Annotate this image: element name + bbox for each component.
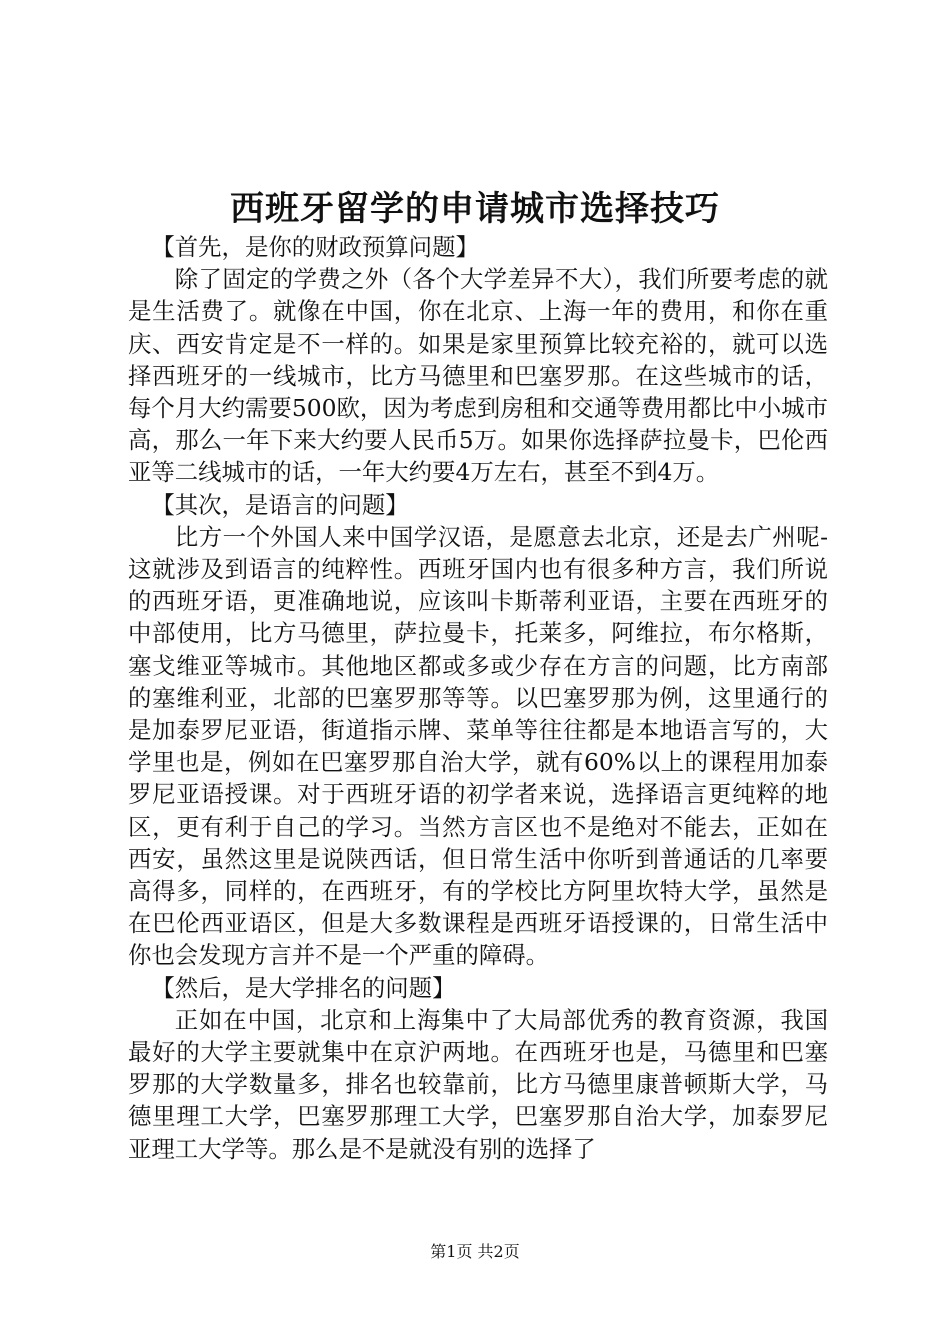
page-footer: 第1页 共2页 — [430, 1242, 520, 1261]
section-heading-budget: 【首先，是你的财政预算问题】 — [151, 233, 479, 261]
section-heading-ranking: 【然后，是大学排名的问题】 — [151, 973, 456, 1002]
section-heading-language: 【其次，是语言的问题】 — [151, 490, 409, 519]
section-paragraph-budget: 除了固定的学费之外（各个大学差异不大），我们所要考虑的就是生活费了。就像在中国，你在北京、上海一年的费用，和你在重庆、西安肯定是不一样的。如果是家里预算比较充裕的，就可以选择西班牙的一线城市，比方马德里和巴塞罗那。在这些城市的话，每个月大约需要500欧，因为考虑到房租和交通等费用都比中小城市高，那么一年下来大约要人民币5万。如果你选择萨拉曼卡，巴伦西亚等二线城市的话，一年大约要4万左右，甚至不到4万。 — [128, 265, 828, 487]
section-paragraph-ranking: 正如在中国，北京和上海集中了大局部优秀的教育资源，我国最好的大学主要就集中在京沪两地。在西班牙也是，马德里和巴塞罗那的大学数量多，排名也较靠前，比方马德里康普顿斯大学，马德里理工大学，巴塞罗那理工大学，巴塞罗那自治大学，加泰罗尼亚理工大学等。那么是不是就没有别的选择了 — [128, 1005, 828, 1163]
document-body — [128, 231, 828, 1165]
page-title: 西班牙留学的申请城市选择技巧 — [230, 189, 720, 229]
section-paragraph-language: 比方一个外国人来中国学汉语，是愿意去北京，还是去广州呢-这就涉及到语言的纯粹性。西班牙国内也有很多种方言，我们所说的西班牙语，更准确地说，应该叫卡斯蒂利亚语，主要在西班牙的中部使用，比方马德里，萨拉曼卡，托莱多，阿维拉，布尔格斯，塞戈维亚等城市。其他地区都或多或少存在方言的问题，比方南部的塞维利亚，北部的巴塞罗那等等。以巴塞罗那为例，这里通行的是加泰罗尼亚语，街道指示牌、菜单等往往都是本地语言写的，大学里也是，例如在巴塞罗那自治大学，就有60%以上的课程用加泰罗尼亚语授课。对于西班牙语的初学者来说，选择语言更纯粹的地区，更有利于自己的学习。当然方言区也不是绝对不能去，正如在西安，虽然这里是说陕西话，但日常生活中你听到普通话的几率要高得多，同样的，在西班牙，有的学校比方阿里坎特大学，虽然是在巴伦西亚语区，但是大多数课程是西班牙语授课的，日常生活中你也会发现方言并不是一个严重的障碍。 — [128, 522, 828, 970]
